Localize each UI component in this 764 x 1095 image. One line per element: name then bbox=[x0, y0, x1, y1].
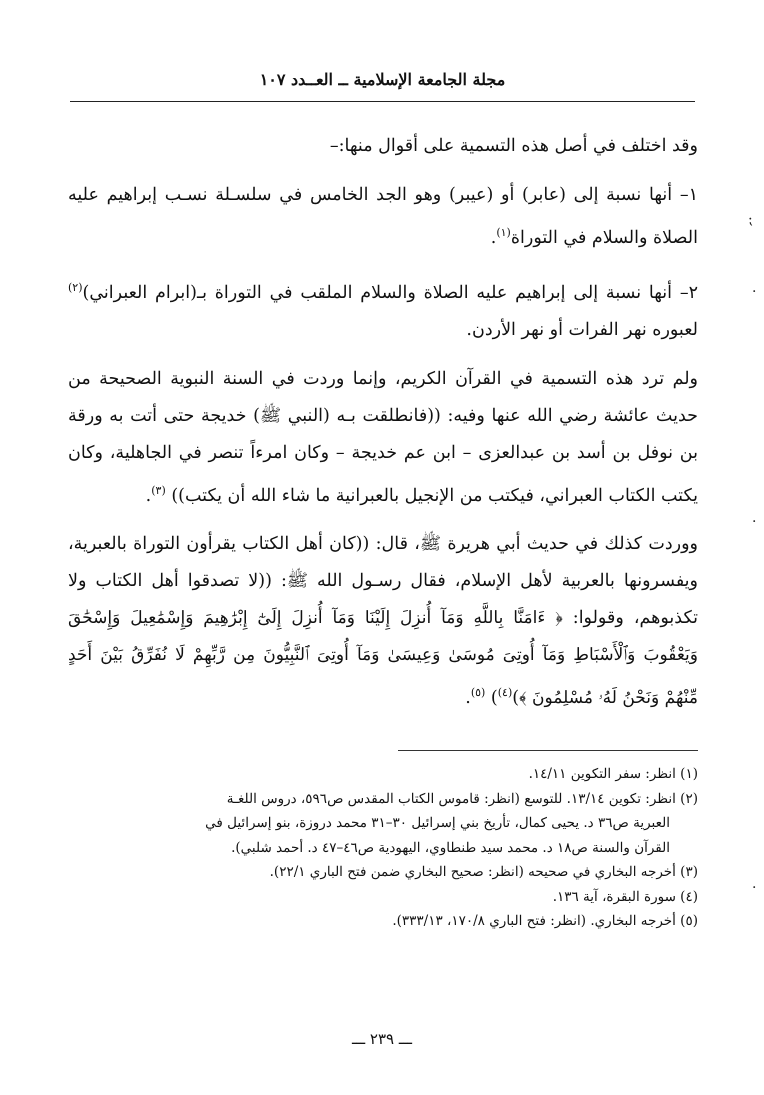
footnote-ref-2[interactable]: (٢) bbox=[68, 280, 83, 294]
opinion-one-text: ١– أنها نسبة إلى (عابر) أو (عيبر) وهو الجد الخامس في سلسـلة نسـب إبراهيم عليه الصلاة والسلام في التوراة bbox=[68, 185, 698, 248]
margin-dot-mark: ⁏ bbox=[748, 212, 753, 228]
header-divider bbox=[70, 101, 695, 102]
footnote-ref-3[interactable]: (٣) bbox=[151, 483, 166, 497]
opinion-two bbox=[68, 269, 698, 349]
page-number: ـــ ٢٣٩ ـــ bbox=[351, 1030, 413, 1048]
opinion-two-end: لعبوره نهر الفرات أو نهر الأردن. bbox=[466, 319, 698, 340]
footnote-3: (٣) أخرجه البخاري في صحيحه (انظر: صحيح البخاري ضمن فتح الباري ٢٢/١). bbox=[269, 864, 698, 880]
footnote-2: (٢) انظر: تكوين ١٣/١٤. للتوسع (انظر: قاموس الكتاب المقدس ص٥٩٦، دروس اللغـة bbox=[226, 790, 698, 807]
footnote-4: (٤) سورة البقرة، آية ١٣٦. bbox=[552, 888, 698, 905]
footnote-2-continued-2: القرآن والسنة ص١٨ د. محمد سيد طنطاوي، اليهودية ص٤٦–٤٧ د. أحمد شلبي). bbox=[231, 839, 670, 856]
main-text bbox=[68, 128, 698, 729]
hadith-aisha-text: ولم ترد هذه التسمية في القرآن الكريم، وإنما وردت في السنة النبوية الصحيحة من حديث عائشة رضي الله عنها وفيه: ((فانطلقت بـه (النبي ﷺ) خديجة حتى أتت به ورقة بن نوفل بن أسد بن عبدالعزى – ابن عم خديجة – وكان امرءاً تنصر في الجاهلية، وكان يكتب الكتاب العبراني، فيكتب من الإنجيل بالعبرانية ما شاء الله أن يكتب)) bbox=[68, 368, 698, 506]
hadith-abu-hurairah-paragraph: ووردت كذلك في حديث أبي هريرة ﷺ، قال: ((كان أهل الكتاب يقرأون التوراة بالعبرية، ويفسرونها بالعربية لأهل الإسلام، فقال رسـول الله ﷺ: ((لا تصدقوا أهل الكتاب ولا تكذبوهم، وقولوا: ﴿ ءَامَنَّا بِاللَّهِ وَمَآ أُنزِلَ إِلَيْنَا وَمَآ أُنزِلَ إِلَىٰٓ إِبْرَٰهِيمَ وَإِسْمَٰعِيلَ وَإِسْحَٰقَ وَيَعْقُوبَ وَٱلْأَسْبَاطِ وَمَآ أُوتِىَ مُوسَىٰ وَعِيسَىٰ وَمَآ أُوتِىَ ٱلنَّبِيُّونَ مِن رَّبِّهِمْ لَا نُفَرِّقُ بَيْنَ أَحَدٍ مِّنْهُمْ وَنَحْنُ لَهُۥ مُسْلِمُونَ ﴾)$^{(٤)}$) $^{(٥)}$. bbox=[68, 534, 698, 709]
footnote-ref-5[interactable]: (٥) bbox=[470, 686, 486, 700]
footnote-ref-4[interactable]: (٤) bbox=[497, 686, 513, 700]
hadith-abu-hurairah-text: ووردت كذلك في حديث أبي هريرة ﷺ، قال: ((كان أهل الكتاب يقرأون التوراة بالعبرية، ويفسرونها بالعربية لأهل الإسلام، فقال رسـول الله ﷺ: ((لا تصدقوا أهل الكتاب ولا تكذبوهم، وقولوا: bbox=[68, 534, 698, 629]
footnotes bbox=[68, 762, 698, 934]
running-header: مجلة الجامعة الإسلامية ــ العــدد ١٠٧ bbox=[259, 70, 506, 89]
hadith-aisha-paragraph: ولم ترد هذه التسمية في القرآن الكريم، وإنما وردت في السنة النبوية الصحيحة من حديث عائشة رضي الله عنها وفيه: ((فانطلقت بـه (النبي ﷺ) خديجة حتى أتت به ورقة بن نوفل بن أسد بن عبدالعزى – ابن عم خديجة – وكان امرءاً تنصر في الجاهلية، وكان يكتب الكتاب العبراني، فيكتب من الإنجيل بالعبرانية ما شاء الله أن يكتب)) $^{(٣)}$. bbox=[68, 368, 698, 506]
quran-verse: ﴿ ءَامَنَّا بِاللَّهِ وَمَآ أُنزِلَ إِلَيْنَا وَمَآ أُنزِلَ إِلَىٰٓ إِبْرَٰهِيمَ وَإِسْمَٰعِيلَ وَإِسْحَٰقَ وَيَعْقُوبَ وَٱلْأَسْبَاطِ وَمَآ أُوتِىَ مُوسَىٰ وَعِيسَىٰ وَمَآ أُوتِىَ ٱلنَّبِيُّونَ مِن رَّبِّهِمْ لَا نُفَرِّقُ بَيْنَ أَحَدٍ مِّنْهُمْ وَنَحْنُ لَهُۥ مُسْلِمُونَ ﴾ bbox=[68, 608, 698, 709]
opinion-one: ١– أنها نسبة إلى (عابر) أو (عيبر) وهو الجد الخامس في سلسـلة نسـب إبراهيم عليه الصلاة والسلام في التوراة$^{(١)}$. bbox=[68, 185, 698, 248]
footnote-2-continued: العبرية ص٣٦ د. يحيى كمال، تأريخ بني إسرائيل ٣٠–٣١ محمد دروزة، بنو إسرائيل في bbox=[205, 815, 670, 831]
margin-dot-mark: · bbox=[752, 284, 757, 300]
footnote-5: (٥) أخرجه البخاري. (انظر: فتح الباري ١٧٠/٨، ٣٣٣/١٣). bbox=[392, 913, 698, 929]
margin-dot-mark: · bbox=[752, 514, 757, 530]
footnote-1: (١) انظر: سفر التكوين ١٤/١١. bbox=[528, 766, 698, 782]
margin-dot-mark: · bbox=[752, 880, 757, 896]
intro-paragraph: وقد اختلف في أصل هذه التسمية على أقوال منها:– bbox=[329, 136, 698, 156]
footnote-ref-1[interactable]: (١) bbox=[496, 226, 511, 239]
opinion-two-text: ٢– أنها نسبة إلى إبراهيم عليه الصلاة والسلام الملقب في التوراة بـ(ابرام العبراني) bbox=[82, 282, 698, 303]
footnote-divider bbox=[398, 750, 698, 751]
